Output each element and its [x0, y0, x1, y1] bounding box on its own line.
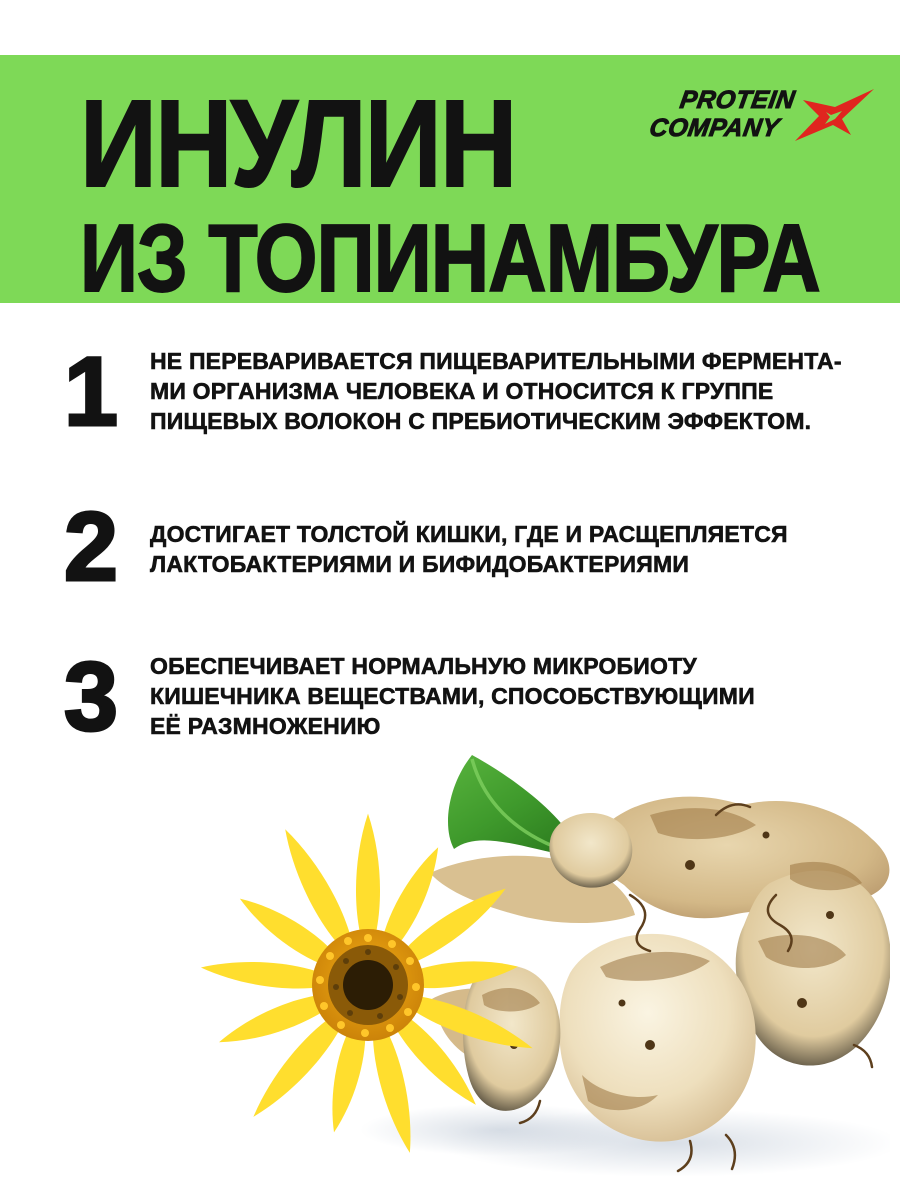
brand-logo-line2: COMPANY [647, 114, 782, 142]
benefit-text-3 [150, 651, 755, 741]
product-photo [130, 745, 890, 1200]
benefit-text-line: МИ ОРГАНИЗМА ЧЕЛОВЕКА И ОТНОСИТСЯ К ГРУППЕ [150, 378, 774, 404]
benefit-text-line: ЕЁ РАЗМНОЖЕНИЮ [150, 713, 381, 739]
header-banner [0, 55, 900, 312]
benefit-text-2 [150, 519, 788, 579]
benefit-text-line: ДОСТИГАЕТ ТОЛСТОЙ КИШКИ, ГДЕ И РАСЩЕПЛЯЕТСЯ [150, 521, 788, 547]
star-icon [793, 88, 875, 144]
benefit-number-3: 3 [64, 642, 118, 751]
benefit-text-1 [150, 346, 842, 436]
page-title-line2: ИЗ ТОПИНАМБУРА [80, 205, 820, 312]
benefit-text-line: ОБЕСПЕЧИВАЕТ НОРМАЛЬНУЮ МИКРОБИОТУ [150, 653, 697, 679]
benefit-text-line: КИШЕЧНИКА ВЕЩЕСТВАМИ, СПОСОБСТВУЮЩИМИ [150, 683, 755, 709]
benefit-number-2: 2 [64, 492, 118, 601]
page-title-line1: ИНУЛИН [80, 76, 516, 213]
benefit-text-line: НЕ ПЕРЕВАРИВАЕТСЯ ПИЩЕВАРИТЕЛЬНЫМИ ФЕРМЕНТА- [150, 348, 842, 374]
benefit-text-line: ПИЩЕВЫХ ВОЛОКОН С ПРЕБИОТИЧЕСКИМ ЭФФЕКТОМ. [150, 408, 812, 434]
benefit-number-1: 1 [64, 337, 118, 446]
brand-logo [647, 86, 867, 148]
benefit-text-line: ЛАКТОБАКТЕРИЯМИ И БИФИДОБАКТЕРИЯМИ [150, 551, 690, 577]
brand-logo-line1: PROTEIN [678, 86, 798, 114]
